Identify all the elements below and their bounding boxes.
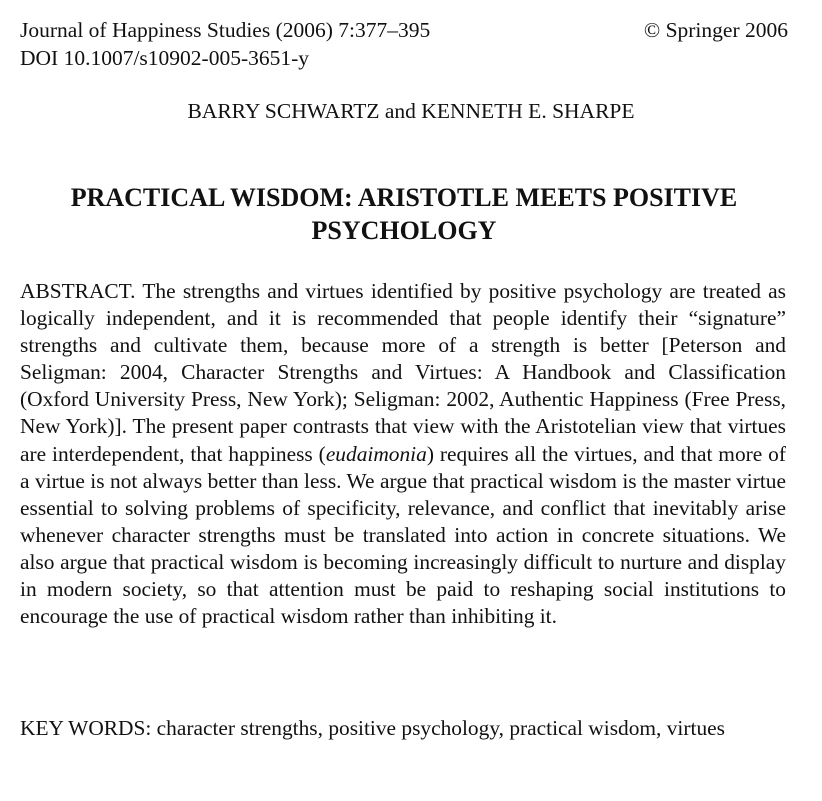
abstract-text-part-2: ) requires all the virtues, and that more of a virtue is not always better than less. We argue that practical wisdom is the master virtue essential to solving problems of specificity, relevance, and conflict that inevitably arise whenever character strengths must be translated into action in concrete situations. We also argue that practical wisdom is becoming increasingly difficult to nurture and display in modern society, so that attention must be paid to reshaping social institutions to encourage the use of practical wisdom rather than inhibiting it. [20, 441, 787, 629]
abstract-text-part-1: The strengths and virtues identified by positive psychology are treated as logically independent, and it is recommended that people identify their “signature” strengths and cultivate them, because more of a strength is better [Peterson and Seligman: 2004, Character Strengths and Virtues: A Handbook and Classification (Oxford University Press, New York); Seligman: 2002, Authentic Happiness (Free Press, New York)]. The present paper contrasts that view with the Aristotelian view that virtues are interdependent, that happiness ( [20, 279, 786, 466]
abstract [20, 278, 786, 630]
journal-citation: Journal of Happiness Studies (2006) 7:377–395 [20, 18, 431, 42]
title-line-1: PRACTICAL WISDOM: ARISTOTLE MEETS POSITIVE [70, 183, 738, 212]
abstract-italic-term: eudaimonia [325, 441, 427, 466]
doi: DOI 10.1007/s10902-005-3651-y [20, 46, 310, 70]
keywords [20, 715, 786, 742]
authors: BARRY SCHWARTZ and KENNETH E. SHARPE [187, 99, 635, 123]
paper-title [20, 181, 788, 247]
keywords-label: KEY WORDS: [20, 716, 152, 740]
title-line-2: PSYCHOLOGY [311, 216, 497, 245]
abstract-label: ABSTRACT. [20, 279, 136, 303]
keywords-text: character strengths, positive psychology, practical wisdom, virtues [151, 716, 725, 740]
copyright-notice: © Springer 2006 [643, 18, 788, 42]
